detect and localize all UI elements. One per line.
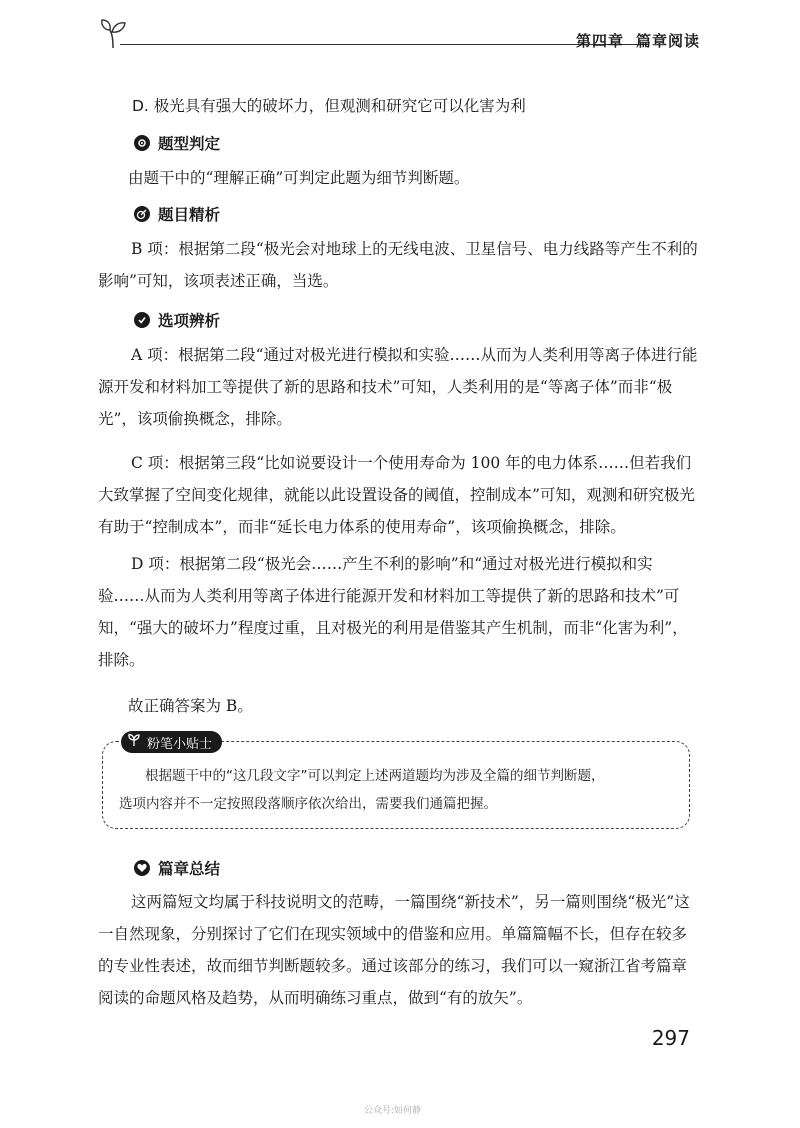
- chapter-section: 篇章阅读: [635, 32, 700, 50]
- correct-answer: 故正确答案为 B。: [128, 697, 253, 715]
- option-d-analysis: D 项：根据第二段“极光会……产生不利的影响”和“通过对极光进行模拟和实验……从而为人类利用等离子体进行能源开发和材料加工等提供了新的思路和技术”可知，“强大的破坏力”程度过重，且对极光的利用是借鉴其产生机制，而非“化害为利”，排除。: [98, 555, 688, 669]
- section-summary: [134, 857, 220, 879]
- section-title: 题型判定: [158, 135, 221, 153]
- option-c-analysis: C 项：根据第三段“比如说要设计一个使用寿命为 100 年的电力体系……但若我们大致掌握了空间变化规律，就能以此设置设备的阈值，控制成本”可知，观测和研究极光有助于“控制成本”，而非“延长电力体系的使用寿命”，该项偷换概念，排除。: [98, 454, 695, 536]
- watermark-text: 公众号:如何静: [364, 1106, 422, 1116]
- tip-box: [102, 736, 690, 829]
- tip-badge: [121, 731, 222, 753]
- tip-label: 粉笔小贴士: [147, 736, 213, 752]
- heart-icon: [134, 860, 150, 876]
- summary-text: 这两篇短文均属于科技说明文的范畴，一篇围绕“新技术”，另一篇则围绕“极光”这一自然现象，分别探讨了它们在现实领域中的借鉴和应用。单篇篇幅不长，但存在较多的专业性表述，故而细节判断题较多。通过该部分的练习，我们可以一窥浙江省考篇章阅读的命题风格及趋势，从而明确练习重点，做到“有的放矢”。: [98, 893, 690, 1007]
- section-type-judge: [134, 132, 220, 154]
- option-a-analysis: A 项：根据第二段“通过对极光进行模拟和实验……从而为人类利用等离子体进行能源开发和材料加工等提供了新的思路和技术”可知，人类利用的是“等离子体”而非“极光”，该项偷换概念，排除。: [98, 346, 698, 428]
- section-title: 篇章总结: [158, 860, 221, 878]
- page-header: [100, 14, 700, 54]
- section-title: 选项辨析: [158, 312, 221, 330]
- option-d-text: D. 极光具有强大的破坏力，但观测和研究它可以化害为利: [132, 97, 526, 115]
- tip-line-2: 选项内容并不一定按照段落顺序依次给出，需要我们通篇把握。: [119, 796, 497, 812]
- page-number: 297: [651, 1026, 690, 1050]
- sprout-icon: [127, 733, 141, 751]
- header-rule: [120, 44, 648, 45]
- chapter-number: 第四章: [575, 32, 624, 50]
- chapter-title: [576, 30, 700, 51]
- analysis-text: B 项：根据第二段“极光会对地球上的无线电波、卫星信号、电力线路等产生不利的影响”可知，该项表述正确，当选。: [98, 240, 698, 290]
- section-analysis: [134, 203, 220, 225]
- type-judge-text: 由题干中的“理解正确”可判定此题为细节判断题。: [128, 169, 470, 187]
- target-icon: [134, 206, 150, 222]
- gear-icon: [134, 135, 150, 151]
- section-title: 题目精析: [158, 206, 221, 224]
- check-circle-icon: [134, 312, 150, 328]
- tip-line-1: 根据题干中的“这几段文字”可以判定上述两道题均为涉及全篇的细节判断题，: [145, 768, 605, 784]
- section-options: [134, 309, 220, 331]
